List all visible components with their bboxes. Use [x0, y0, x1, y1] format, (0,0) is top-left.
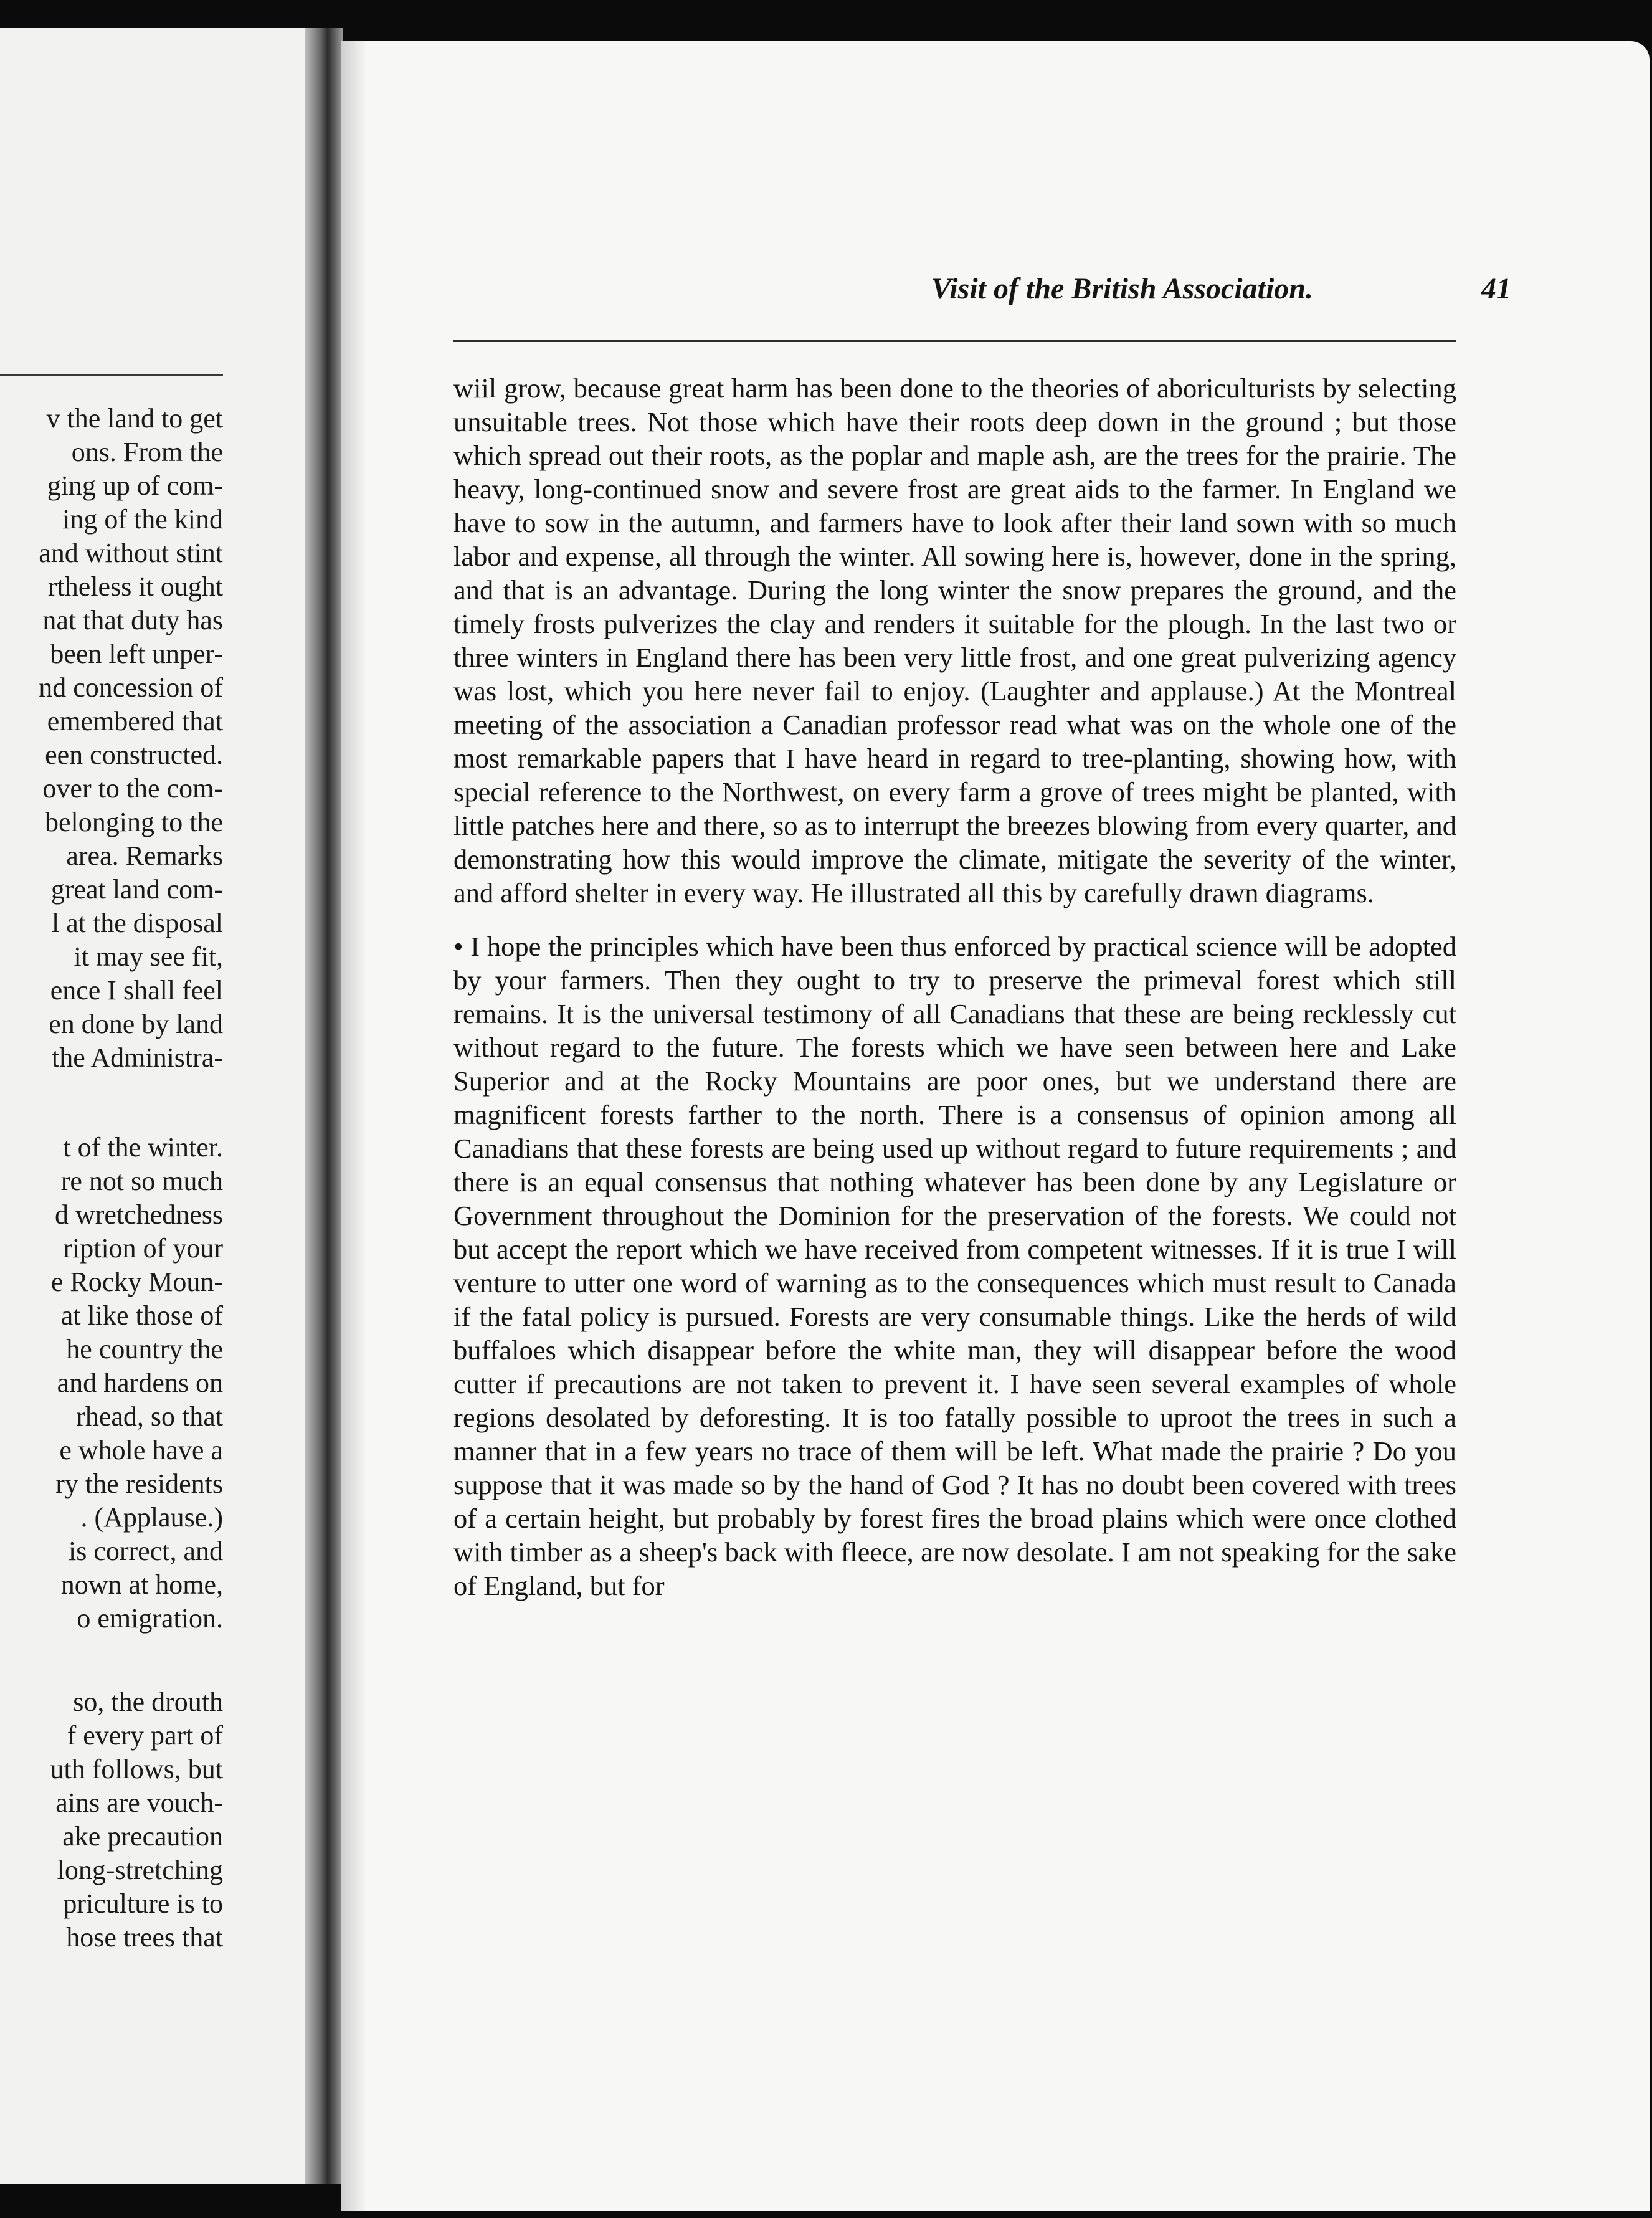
left-page-line: ry the residents [55, 1468, 223, 1499]
left-page-line: ription of your [63, 1233, 223, 1264]
left-page-line: been left unper- [50, 639, 223, 669]
left-page-line: he country the [66, 1334, 223, 1364]
left-page-line: great land com- [50, 874, 223, 905]
left-page-line: ging up of com- [47, 470, 223, 501]
left-page-line: en done by land [49, 1009, 223, 1039]
left-page-line: at like those of [60, 1300, 223, 1331]
left-page-line: nd concession of [39, 672, 223, 703]
left-page-line: priculture is to [63, 1888, 223, 1919]
left-page-line: long-stretching [57, 1855, 223, 1885]
left-page-line: emembered that [47, 706, 223, 736]
left-page-line: v the land to get [46, 403, 223, 434]
left-page-line: o emigration. [77, 1603, 223, 1634]
left-page-line: ing of the kind [62, 504, 223, 535]
left-page-line: e Rocky Moun- [50, 1267, 223, 1297]
left-page-line: e whole have a [59, 1435, 223, 1465]
left-page-line: is correct, and [69, 1536, 223, 1566]
body-text [453, 371, 1456, 1602]
right-page [341, 41, 1650, 2211]
left-page-line: and without stint [39, 538, 223, 568]
left-page-line: een constructed. [45, 740, 223, 770]
left-page-line: the Administra- [52, 1042, 223, 1073]
left-page-header-rule [0, 374, 223, 376]
left-page-line: belonging to the [45, 807, 223, 837]
left-page-line: rtheless it ought [47, 571, 223, 602]
left-page-line: f every part of [67, 1720, 223, 1751]
left-page-line: and hardens on [57, 1368, 223, 1398]
left-page-line: . (Applause.) [80, 1502, 223, 1533]
left-page-line: area. Remarks [66, 840, 223, 871]
left-page-line: over to the com- [42, 773, 223, 804]
left-page-line: nat that duty has [42, 605, 223, 635]
left-page-line: ake precaution [62, 1821, 223, 1852]
left-page-line: re not so much [60, 1166, 223, 1196]
running-head [777, 272, 1525, 315]
left-page-line: t of the winter. [63, 1132, 223, 1163]
page-number: 41 [1481, 272, 1511, 305]
left-page-line: rhead, so that [76, 1401, 223, 1432]
left-page-line: so, the drouth [73, 1687, 223, 1717]
running-title: Visit of the British Association. [931, 272, 1313, 305]
left-page-line: it may see fit, [74, 941, 223, 972]
paragraph: • I hope the principles which have been thus enforced by practical science will be adopted by your farmers. Then they ought to try to preserve the primeval forest which still remains. It is the universal testimony of all Canadians that these are being recklessly cut without regard to the future. The forests which we have seen between here and Lake Superior and at the Rocky Mountains are poor ones, but we understand there are magnificent forests farther to the north. There is a consensus of opinion among all Canadians that these forests are being used up without regard to future requirements ; and there is an equal consensus that nothing whatever has been done by any Legislature or Government throughout the Dominion for the preservation of the forests. We could not but accept the report which we have received from competent witnesses. If it is true I will venture to utter one word of warning as to the consequences which must result to Canada if the fatal policy is pursued. Forests are very consumable things. Like the herds of wild buffaloes which disappear before the white man, they will disappear before the wood cutter if precautions are not taken to prevent it. I have seen several examples of whole regions desolated by deforesting. It is too fatally possible to uproot the trees in such a manner that in a few years no trace of them will be left. What made the prairie ? Do you suppose that it was made so by the hand of God ? It has no doubt been covered with trees of a certain height, but probably by forest fires the broad plains which were once clothed with timber as a sheep's back with fleece, are now desolate. I am not speaking for the sake of England, but for [453, 931, 1456, 1601]
left-page-line: nown at home, [60, 1569, 223, 1600]
left-page-line: ence I shall feel [50, 975, 223, 1006]
left-page-line: ons. From the [71, 437, 223, 467]
left-page-line: uth follows, but [50, 1754, 223, 1784]
paragraph: wiil grow, because great harm has been done to the theories of aboriculturists by selecting unsuitable trees. Not those which have their roots deep down in the ground ; but those which spread out their roots, as the poplar and maple ash, are the trees for the prairie. The heavy, long-continued snow and severe frost are great aids to the farmer. In England we have to sow in the autumn, and farmers have to look after their land sown with so much labor and expense, all through the winter. All sowing here is, however, done in the spring, and that is an advantage. During the long winter the snow prepares the ground, and the timely frosts pulverizes the clay and renders it suitable for the plough. In the last two or three winters in England there has been very little frost, and one great pulverizing agency was lost, which you here never fail to enjoy. (Laughter and applause.) At the Montreal meeting of the association a Canadian professor read what was on the whole one of the most remarkable papers that I have heard in regard to tree-planting, showing how, with special reference to the Northwest, on every farm a grove of trees might be planted, with little patches here and there, so as to interrupt the breezes blowing from every quarter, and demonstrating how this would improve the climate, mitigate the severity of the winter, and afford shelter in every way. He illustrated all this by carefully drawn diagrams. [453, 373, 1456, 908]
left-page [0, 28, 339, 2184]
left-page-line: hose trees that [66, 1922, 223, 1953]
left-page-line: l at the disposal [52, 908, 223, 938]
header-rule [453, 340, 1456, 342]
book-gutter [305, 28, 343, 2184]
left-page-line: d wretchedness [54, 1199, 223, 1230]
left-page-line: ains are vouch- [55, 1787, 223, 1818]
